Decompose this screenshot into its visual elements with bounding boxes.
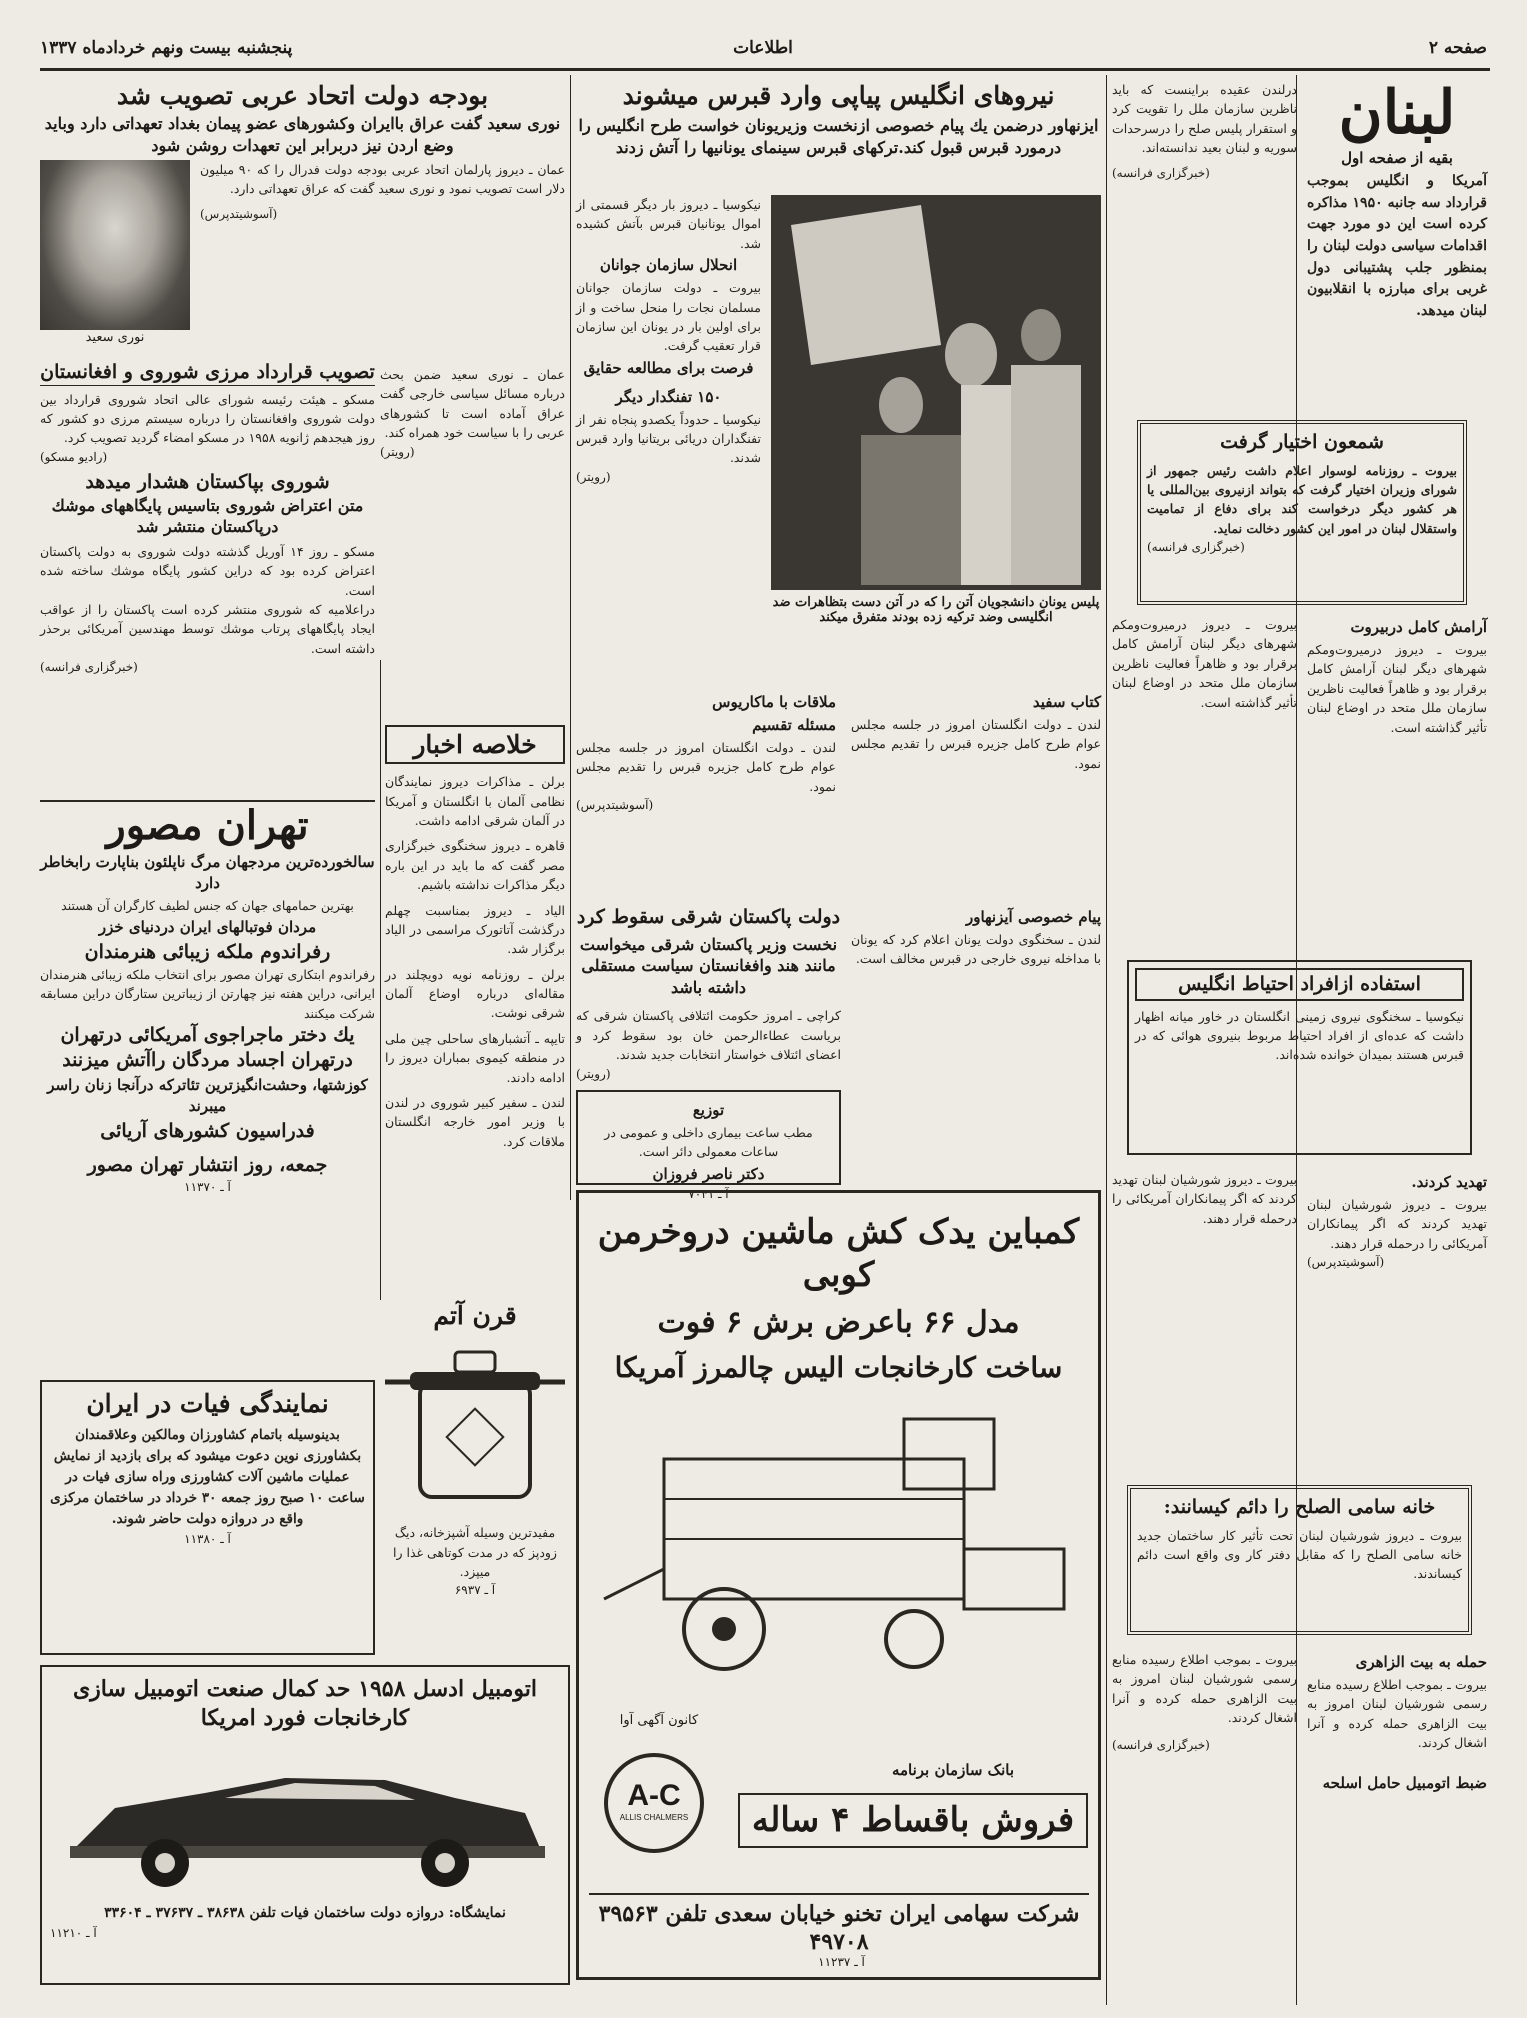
box-text: بیروت ـ روزنامه لوسوار اعلام داشت رئیس جمهور از شورای وزیران اختیار گرفت که بتواند ازنیروی بین‌المللی یا هر کشور دیگر درخواست کند برای دفاع از تمامیت واستقلال لبنان در امور این کشور دخالت نماید. <box>1147 462 1457 536</box>
paragraph: مسکو ـ هیئت رئیسه شورای عالی اتحاد شوروی قرارداد بین دولت شوروی وافغانستان را درباره سیستم مرزی دو کشور که روز هیجدهم ژانویه ۱۹۵۸ در مسکو امضاء گردید تصویب کرد. <box>40 391 375 446</box>
afghan-story: تصویب قرارداد مرزی شوروی و افغانستان مسکو ـ هیئت رئیسه شورای عالی اتحاد شوروی قرارداد بین دولت شوروی وافغانستان را درباره سیستم مرزی دو کشور که روز هیجدهم ژانویه ۱۹۵۸ در مسکو امضاء گردید تصویب کرد. (رادیو مسکو) <box>40 361 375 464</box>
ad-headline: کارخانجات فورد امریکا <box>200 1704 410 1731</box>
box-reserves <box>1127 960 1472 1155</box>
photo-caption: نوری سعید <box>85 330 145 345</box>
tozi-box: توزیع مطب ساعت بیماری داخلی و عمومی در ساعات معمولی دائر است. دکتر ناصر فروزان آ ـ ۷۰۴۱ <box>576 1090 841 1185</box>
ad-title: تهران مصور <box>106 802 309 849</box>
ad-fiat: نمایندگی فیات در ایران بدینوسیله باتمام کشاورزان ومالکین وعلاقمندان بکشاورزی نوین دعوت میشود که برای بازدید از نمایش عملیات ماشین آلات کشاورزی وراه سازی فیات در ساعت ۱۰ صبح روز جمعه ۳۰ خرداد در ساختمان مرکزی واقع در دروازه دولت حاضر شوند. آ ـ ۱۱۳۸۰ <box>40 1380 375 1655</box>
soviet-subheadline: متن اعتراض شوروی بتاسیس پایگاههای موشك درپاکستان منتشر شد <box>51 495 364 537</box>
sub-heading: حمله به بیت الزاهرى <box>1355 1653 1487 1671</box>
continued-label: بقیه از صفحه اول <box>1341 149 1453 167</box>
installment-offer: فروش باقساط ۴ ساله <box>738 1793 1088 1848</box>
ad-ford: اتومبیل ادسل ۱۹۵۸ حد کمال صنعت اتومبیل سازی کارخانجات فورد امریکا نمایشگاه: دروازه دولت ساختمان فیات تلفن ۳۸۶۳۸ ـ ۳۷۶۳۷ ـ ۳۳۶۰۴ آ ـ ۱۱۲۱۰ <box>40 1665 570 1985</box>
sub-heading: ۱۵۰ تفنگدار دیگر <box>615 387 722 406</box>
summary-item: برلن ـ مذاکرات دیروز نمایندگان نظامی آلمان با انگلستان و آمریکا در آلمان شرقی ادامه داشت. <box>385 774 565 828</box>
summary-title: خلاصه اخبار <box>385 725 565 764</box>
sub-heading: پیام خصوصی آیزنهاور <box>965 908 1101 926</box>
soviet-story: شوروی بپاکستان هشدار میدهد متن اعتراض شوروی بتاسیس پایگاههای موشك درپاکستان منتشر شد مسکو ـ روز ۱۴ آوریل گذشته دولت شوروی به دولت پاکستان اعتراض کرده بود که دراین کشور پایگاه موشك ساخته شده است. دراعلامیه که شوروی منتشر کرده است پاکستان را از عواقب ایجاد پایگاههای پرتاب موشك توسط مهندسین آمریکائی برحذر داشته است. (خبرگزاری فرانسه) <box>40 471 375 675</box>
sub-heading: مسئله تقسیم <box>752 716 836 734</box>
paragraph: بیروت ـ بموجب اطلاع رسیده منابع رسمی شورشیان لبنان امروز به بیت الزاهری حمله کرده و آنرا اشغال کردند. <box>1112 1652 1297 1726</box>
paragraph: دراعلامیه که شوروی منتشر کرده است پاکستان را از عواقب ایجاد پایگاههای پرتاب موشك توسط مهندسین آمریکائی برحذر داشته است. <box>40 602 375 656</box>
box-chamoun: شمعون اختیار گرفت بیروت ـ روزنامه لوسوار اعلام داشت رئیس جمهور از شورای وزیران اختیار گرفت که بتواند ازنیروی بین‌المللی یا هر کشور دیگر درخواست کند برای دفاع از تمامیت واستقلال لبنان در امور این کشور دخالت نماید. (خبرگزاری فرانسه) <box>1137 420 1467 605</box>
combine-harvester-image <box>604 1399 1074 1699</box>
iraq-headline: بودجه دولت اتحاد عربی تصویب شد <box>116 81 489 110</box>
nuri-said-photo <box>40 160 190 330</box>
sub-heading: کتاب سفید <box>1032 693 1101 711</box>
paragraph: مسکو ـ روز ۱۴ آوریل گذشته دولت شوروی به دولت پاکستان اعتراض کرده بود که دراین کشور پایگاه موشك ساخته شده است. <box>40 543 375 598</box>
cyprus-photo-caption: پلیس یونان دانشجویان آتن را که در آتن دست بتظاهرات ضد انگلیسی وضد ترکیه زده بودند متفرق میکند <box>772 595 1100 625</box>
sub-heading: فرصت برای مطالعه حقایق <box>583 358 754 377</box>
bank-line: بانک سازمان برنامه <box>891 1761 1015 1779</box>
column-rule <box>1106 75 1107 2005</box>
sub-heading: ملاقات با ماکاریوس <box>712 693 836 711</box>
page-label: صفحه ۲ <box>1428 38 1487 58</box>
ad-combine: کمباین یدک کش ماشین دروخرمن کوبی مدل ۶۶ باعرض برش ۶ فوت ساخت کارخانجات الیس چالمرز آمریکا کانون آگهی آوا A-C ALLIS CHALMERS بانک سازمان برنامه فروش باقساط ۴ ساله شرکت سهامی ایران تخنو خیابان سعدی تلفن ۳۹۵۶۳ ۴۹۷۰۸ آ ـ ۱۱۲۳۷ <box>576 1190 1101 1980</box>
paragraph: لندن ـ سخنگوی دولت یونان اعلام کرد که یونان با مداخله نیروی خارجی در قبرس مخالف است. <box>851 932 1101 967</box>
soviet-headline: شوروی بپاکستان هشدار میدهد <box>85 471 330 493</box>
demonstration-image <box>771 195 1101 590</box>
summary-item: تایپه ـ آتشبارهای ساحلی چین ملی در منطقه کیموی بمباران دیروز را ادامه دادند. <box>385 1030 565 1085</box>
cyprus-headline: نیروهای انگلیس پیاپی وارد قبرس میشوند <box>622 81 1055 110</box>
summary-item: برلن ـ روزنامه نویه دویچلند در مقاله‌ای درباره اوضاع آلمان شرقی نوشت. <box>385 966 565 1021</box>
paragraph: لندن ـ دولت انگلستان امروز در جلسه مجلس عوام طرح کامل جزیره قبرس را تقدیم مجلس نمود. <box>576 740 836 794</box>
ad-qarn-atom: قرن آتم مفیدترین وسیله آشپزخانه، دیگ زودپز که در مدت کوتاهی غذا را میپزد. آ ـ ۶۹۳۷ <box>385 1300 565 1660</box>
box-text: نیکوسیا ـ سخنگوی نیروی زمینی انگلستان در خاور میانه اظهار داشت که عده‌ای از افراد احتیاط مربوط بنیروی هوائی که در قبرس هستند بمیدان خوانده شده‌اند. <box>1135 1008 1464 1063</box>
pakistan-headline: دولت پاکستان شرقی سقوط کرد <box>576 906 841 928</box>
paragraph: بیروت ـ دیروز درمیروت‌ومکم شهرهای دیگر لبنان آرامش کامل برقرار بود و ظاهراً فعالیت ناظرین سازمان ملل متحد در اوضاع لبنان تأثیر گذاشته است. <box>1307 642 1487 735</box>
ad-title: کمباین یدک کش ماشین دروخرمن کوبی <box>597 1212 1080 1295</box>
cyprus-continuation: کتاب سفید لندن ـ دولت انگلستان امروز در جلسه مجلس عوام طرح کامل جزیره قبرس را تقدیم مجلس نمود. ملاقات با ماکاریوس مسئله تقسیم لندن ـ دولت انگلستان امروز در جلسه مجلس عوام طرح کامل جزیره قبرس را تقدیم مجلس نمود. (آسوشیتدپرس) <box>576 693 1101 813</box>
date-line: پنجشنبه بیست ونهم خردادماه ۱۳۳۷ <box>40 38 293 58</box>
sub-heading: آرامش کامل دربیروت <box>1350 618 1487 636</box>
box-title: شمعون اختیار گرفت <box>1220 431 1384 453</box>
lebanon-column: لبنان بقیه از صفحه اول آمریکا و انگلیس بموجب قرارداد سه جانبه ۱۹۵۰ مذاکره کرده است این دو مورد جهت اقدامات سیاسی دولت لبنان را بمنظور جلب پشتیبانی دول غربی برای مبارزه با انقلابیون لبنان میدهد. درلندن عقیده براینست که باید ناظرین سازمان ملل را تقویت کرد و استقرار پلیس صلح را درسرحدات سوریه و لبنان بعید ندانسته‌اند. (خبرگزاری فرانسه) شمعون اختیار گرفت بیروت ـ روزنامه لوسوار اعلام داشت رئیس جمهور از شورای وزیران اختیار گرفت که بتواند ازنیروی بین‌المللی یا هر کشور دیگر درخواست کند برای دفاع از تمامیت واستقلال لبنان در امور این کشور دخالت نماید. (خبرگزاری فرانسه) آرامش کامل دربیروت بیروت ـ دیروز درمیروت‌ومکم شهرهای دیگر لبنان آرامش کامل برقرار بود و ظاهراً فعالیت ناظرین سازمان ملل متحد در اوضاع لبنان تأثیر گذاشته است. بیروت ـ دیروز درمیروت‌ومکم شهرهای دیگر لبنان آرامش کامل برقرار بود و ظاهراً فعالیت ناظرین سازمان ملل متحد در اوضاع لبنان تأثیر گذاشته است. استفاده ازافراد احتیاط انگلیس نیکوسیا ـ سخنگوی نیروی زمینی انگلستان در خاور میانه اظهار داشت که عده‌ای از افراد احتیاط مربوط بنیروی هوائی که در قبرس هستند بمیدان خوانده شده‌اند. تهدید کردند. بیروت ـ دیروز شورشیان لبنان تهدید کردند که اگر پیمانکاران آمریکائی را درحمله قرار دهند. (آسوشیتدپرس) بیروت ـ دیروز شورشیان لبنان تهدید کردند که اگر پیمانکاران آمریکائی را درحمله قرار دهند. خانه سامی الصلح را دائم کیسانند: بیروت ـ دیروز شورشیان لبنان تحت تأثیر کار ساختمان جدید خانه سامی الصلح را که مقابل دفتر کار وی واقع است دائم کیساندند. حمله به بیت الزاهرى بیروت ـ بموجب اطلاع رسیده منابع رسمی شورشیان لبنان امروز به بیت الزاهری حمله کرده و آنرا اشغال کردند. ضبط اتومبیل حامل اسلحه بیروت ـ بموجب اطلاع رسیده منابع رسمی شورشیان لبنان امروز به بیت الزاهری حمله کرده و آنرا اشغال کردند. (خبرگزاری فرانسه) <box>1112 78 1487 1792</box>
box-sami-solh <box>1127 1485 1472 1635</box>
masthead-rule <box>40 68 1490 71</box>
cyprus-subheadline: ایزنهاور درضمن یك پیام خصوصی ازنخست وزیریونان خواست طرح انگلیس را درمورد قبرس قبول کند.ترکهای قبرس سینمای یونانیها را آتش زدند <box>578 116 1099 157</box>
car-image <box>55 1738 555 1898</box>
paragraph: بیروت ـ دیروز شورشیان لبنان تهدید کردند که اگر پیمانکاران آمریکائی را درحمله قرار دهند. <box>1307 1197 1487 1251</box>
lead-paragraph: آمریکا و انگلیس بموجب قرارداد سه جانبه ۱۹۵۰ مذاکره کرده است این دو مورد جهت اقدامات سیاسی دولت لبنان را بمنظور جلب پشتیبانی دول غربی برای مبارزه با انقلابیون لبنان میدهد. <box>1307 173 1487 320</box>
summary-item: لندن ـ سفیر کبیر شوروی در لندن با وزیر امور خارجه انگلستان ملاقات کرد. <box>385 1094 565 1149</box>
pressure-cooker-image <box>385 1337 565 1517</box>
box-title: خانه سامی الصلح را دائم کیسانند: <box>1163 1496 1436 1518</box>
cyprus-photo <box>771 195 1101 590</box>
paragraph: نیکوسیا ـ حدوداً یکصدو پنجاه نفر از تفنگداران دریائی بریتانیا وارد قبرس شدند. <box>576 411 761 466</box>
iraq-subheadline: نوری سعید گفت عراق باایران وکشورهای عضو پیمان بغداد تعهداتی دارد وباید وضع اردن نیز دربرابر این تعهدات روشن شود <box>44 114 561 155</box>
paper-name: اطلاعات <box>733 38 793 58</box>
paragraph: عمان ـ نوری سعید ضمن بحث درباره مسائل سیاسی خارجی گفت عراق آماده است تا کشورهای عربی را با سیاست خود همراه کند. <box>380 367 565 441</box>
pakistan-subheadline: نخست وزیر پاکستان شرقی میخواست مانند هند وافغانستان سیاست مستقلی داشته باشد <box>579 934 838 997</box>
paragraph: بیروت ـ دولت سازمان جوانان مسلمان نجات را منحل ساخت و از برای اولین بار در یونان این سازمان قرار تعقیب گرفت. <box>576 280 761 354</box>
paragraph: لندن ـ دولت انگلستان امروز در جلسه مجلس عوام طرح کامل جزیره قبرس را تقدیم مجلس نمود. <box>851 717 1101 771</box>
paragraph: بیروت ـ بموجب اطلاع رسیده منابع رسمی شورشیان لبنان امروز به بیت الزاهری حمله کرده و آنرا اشغال کردند. <box>1307 1677 1487 1751</box>
box-text: بیروت ـ دیروز شورشیان لبنان تحت تأثیر کار ساختمان جدید خانه سامی الصلح را که مقابل دفتر کار وی واقع است دائم کیساندند. <box>1137 1527 1462 1582</box>
lebanon-logo: لبنان <box>1338 78 1456 148</box>
column-rule <box>570 75 571 1200</box>
ad-tehran-mosavar: تهران مصور سالخورده‌ترین مردجهان مرگ ناپلئون بناپارت رابخاطر دارد بهترین حمامهای جهان که جنس لطیف کارگران آن هستند مردان فوتبالهای ایران دردنیای خزر رفراندوم ملکه زیبائی هنرمندان رفراندوم ابتکاری تهران مصور برای انتخاب ملکه زیبائی هنرمندان ایرانی، دراین هفته نیز چهارتن از زیباترین ستارگان دراین مسابقه شرکت میکنند یك دختر ماجراجوی آمریکائی درتهران درتهران اجساد مردگان راآتش میزنند کوزشتها، وحشت‌انگیزترین تئاترکه درآنجا زنان راسر میبرند فدراسیون کشورهای آریائی جمعه، روز انتشار تهران مصور آ ـ ۱۱۳۷۰ <box>40 800 375 1355</box>
iraq-story: بودجه دولت اتحاد عربی تصویب شد نوری سعید گفت عراق باایران وکشورهای عضو پیمان بغداد تعهداتی دارد وباید وضع اردن نیز دربرابر این تعهدات روشن شود نوری سعید عمان ـ دیروز پارلمان اتحاد عربی بودجه دولت فدرال را که ۹۰ میلیون دلار است تصویب نمود و نوری سعید گفت که عراق تعهداتی دارد. (آسوشیتدپرس) <box>40 80 565 360</box>
afghan-headline: تصویب قرارداد مرزی شوروی و افغانستان <box>40 360 375 386</box>
company-line: شرکت سهامی ایران تخنو خیابان سعدی تلفن ۳۹۵۶۳ ۴۹۷۰۸ <box>589 1893 1089 1956</box>
ad-subtitle: مدل ۶۶ باعرض برش ۶ فوت <box>657 1305 1020 1340</box>
column-rule <box>380 660 381 1300</box>
ad-title: نمایندگی فیات در ایران <box>86 1389 329 1418</box>
sub-heading: ضبط اتومبیل حامل اسلحه <box>1322 1773 1487 1792</box>
ad-maker: ساخت کارخانجات الیس چالمرز آمریکا <box>614 1350 1063 1384</box>
paragraph: بیروت ـ دیروز شورشیان لبنان تهدید کردند که اگر پیمانکاران آمریکائی را درحمله قرار دهند. <box>1112 1172 1297 1226</box>
allis-chalmers-logo: A-C ALLIS CHALMERS <box>604 1753 704 1853</box>
ad-title: قرن آتم <box>433 1301 517 1330</box>
summary-item: قاهره ـ دیروز سخنگوی خبرگزاری مصر گفت که ما باید در این باره دیگر مذاکرات نداشته باشیم. <box>385 838 565 893</box>
sub-heading: انحلال سازمان جوانان <box>599 256 738 275</box>
paragraph: نیکوسیا ـ دیروز بار دیگر قسمتی از اموال یونانیان قبرس بآتش کشیده شد. <box>576 197 761 251</box>
news-summary <box>385 725 565 1285</box>
sub-heading: تهدید کردند. <box>1411 1173 1487 1191</box>
ad-headline: اتومبیل ادسل ۱۹۵۸ حد کمال صنعت اتومبیل سازی <box>72 1676 538 1702</box>
paragraph: عمان ـ دیروز پارلمان اتحاد عربی بودجه دولت فدرال را که ۹۰ میلیون دلار است تصویب نمود و نوری سعید گفت که عراق تعهداتی دارد. <box>200 162 565 197</box>
side-paragraph: درلندن عقیده براینست که باید ناظرین سازمان ملل را تقویت کرد و استقرار پلیس صلح را درسرحدات سوریه و لبنان بعید ندانسته‌اند. (خبرگزاری فرانسه) <box>1112 82 1297 180</box>
summary-item: الیاد ـ دیروز بمناسبت چهلم درگذشت آتاتورک مراسمی در الیاد برگزار شد. <box>385 902 565 957</box>
box-title: استفاده ازافراد احتیاط انگلیس <box>1135 968 1464 1001</box>
cyprus-story: نیروهای انگلیس پیاپی وارد قبرس میشوند ایزنهاور درضمن یك پیام خصوصی ازنخست وزیریونان خواست طرح انگلیس را درمورد قبرس قبول کند.ترکهای قبرس سینمای یونانیها را آتش زدند پلیس یونان دانشجویان آتن را که در آتن دست بتظاهرات ضد انگلیسی وضد ترکیه زده بودند متفرق میکند نیکوسیا ـ دیروز بار دیگر قسمتی از اموال یونانیان قبرس بآتش کشیده شد. انحلال سازمان جوانان بیروت ـ دولت سازمان جوانان مسلمان نجات را منحل ساخت و از برای اولین بار در یونان این سازمان قرار تعقیب گرفت. فرصت برای مطالعه حقایق ۱۵۰ تفنگدار دیگر نیکوسیا ـ حدوداً یکصدو پنجاه نفر از تفنگداران دریائی بریتانیا وارد قبرس شدند. (رویتر) <box>576 80 1101 680</box>
newspaper-page: صفحه ۲ اطلاعات پنجشنبه بیست ونهم خردادماه ۱۳۳۷ لبنان بقیه از صفحه اول آمریکا و انگلیس بموجب قرارداد سه جانبه ۱۹۵۰ مذاکره کرده است این دو مورد جهت اقدامات سیاسی دولت لبنان را بمنظور جلب پشتیبانی دول غربی برای مبارزه با انقلابیون لبنان میدهد. درلندن عقیده براینست که باید ناظرین سازمان ملل را تقویت کرد و استقرار پلیس صلح را درسرحدات سوریه و لبنان بعید ندانسته‌اند. (خبرگزاری فرانسه) شمعون اختیار گرفت بیروت ـ روزنامه لوسوار اعلام داشت رئیس جمهور از شورای وزیران اختیار گرفت که بتواند ازنیروی بین‌المللی یا هر کشور دیگر درخواست کند برای دفاع از تمامیت واستقلال لبنان در امور این کشور دخالت نماید. (خبرگزاری فرانسه) آرامش کامل دربیروت بیروت ـ دیروز درمیروت‌ومکم شهرهای دیگر لبنان آرامش کامل برقرار بود و ظاهراً فعالیت ناظرین سازمان ملل متحد در اوضاع لبنان تأثیر گذاشته است. بیروت ـ دیروز درمیروت‌ومکم شهرهای دیگر لبنان آرامش کامل برقرار بود و ظاهراً فعالیت ناظرین سازمان ملل متحد در اوضاع لبنان تأثیر گذاشته است. استفاده ازافراد احتیاط انگلیس نیکوسیا ـ سخنگوی نیروی زمینی انگلستان در خاور میانه اظهار داشت که عده‌ای از افراد احتیاط مربوط بنیروی هوائی که در قبرس هستند بمیدان خوانده شده‌اند. تهدید کردند. بیروت ـ دیروز شورشیان لبنان تهدید کردند که اگر پیمانکاران آمریکائی را درحمله قرار دهند. (آسوشیتدپرس) بیروت ـ دیروز شورشیان لبنان تهدید کردند که اگر پیمانکاران آمریکائی را درحمله قرار دهند. خانه سامی الصلح را دائم کیسانند: بیروت ـ دیروز شورشیان لبنان تحت تأثیر کار ساختمان جدید خانه سامی الصلح را که مقابل دفتر کار وی واقع است دائم کیساندند. حمله به بیت الزاهرى بیروت ـ بموجب اطلاع رسیده منابع رسمی شورشیان لبنان امروز به بیت الزاهری حمله کرده و آنرا اشغال کردند. ضبط اتومبیل حامل اسلحه بیروت ـ بموجب اطلاع رسیده منابع رسمی شورشیان لبنان امروز به بیت الزاهری حمله کرده و آنرا اشغال کردند. (خبرگزاری فرانسه) نیروهای انگلیس پیاپی وارد قبرس میشوند ایزنهاور درضمن یك پیام خصوصی ازنخست وزیریونان خواست طرح انگلیس را درمورد قبرس قبول کند.ترکهای قبرس سینمای یونانیها را آتش زدند پلیس یونان دانشجویان آتن را که در آتن دست بتظاهرات ضد انگلیسی وضد ترکیه زده بودند متفرق میکند نیکوسیا ـ دیروز بار دیگر قسمتی از اموال یونانیان قبرس بآتش کشیده شد. انحلال سازمان جوانان بیروت ـ دولت سازمان جوانان مسلمان نجات را منحل ساخت و از برای اولین بار در یونان این سازمان قرار تعقیب گرفت. فرصت برای مطالعه حقایق ۱۵۰ تفنگدار دیگر نیکوسیا ـ حدوداً یکصدو پنجاه نفر از تفنگداران دریائی بریتانیا وارد قبرس شدند. (رویتر) کتاب سفید لندن ـ دولت انگلستان امروز در جلسه مجلس عوام طرح کامل جزیره قبرس را تقدیم مجلس نمود. ملاقات با ماکاریوس مسئله تقسیم لندن ـ دولت انگلستان امروز در جلسه مجلس عوام طرح کامل جزیره قبرس را تقدیم مجلس نمود. (آسوشیتدپرس) دولت پاکستان شرقی سقوط کرد نخست وزیر پاکستان شرقی میخواست مانند هند وافغانستان سیاست مستقلی داشته باشد کراچی ـ امروز حکومت ائتلافی پاکستان شرقی که بریاست عطاءالرحمن خان بود سقوط کرد و اعضای ائتلاف خواستار انتخابات جدید شدند. (رویتر) پیام خصوصی آیزنهاور لندن ـ سخنگوی دولت یونان اعلام کرد که یونان با مداخله نیروی خارجی در قبرس مخالف است. توزیع مطب ساعت بیماری داخلی و عمومی در ساعات معمولی دائر است. دکتر ناصر فروزان آ ـ ۷۰۴۱ بودجه دولت اتحاد عربی تصویب شد نوری سعید گفت عراق باایران وکشورهای عضو پیمان بغداد تعهداتی دارد وباید وضع اردن نیز دربرابر این تعهدات روشن شود نوری سعید عمان ـ دیروز پارلمان اتحاد عربی بودجه دولت فدرال را که ۹۰ میلیون دلار است تصویب نمود و نوری سعید گفت که عراق تعهداتی دارد. (آسوشیتدپرس) عمان ـ نوری سعید ضمن بحث درباره مسائل سیاسی خارجی گفت عراق آماده است تا کشورهای عربی را با سیاست خود همراه کند. (رویتر) تصویب قرارداد مرزی شوروی و افغانستان مسکو ـ هیئت رئیسه شورای عالی اتحاد شوروی قرارداد بین دولت شوروی وافغانستان را درباره سیستم مرزی دو کشور که روز هیجدهم ژانویه ۱۹۵۸ در مسکو امضاء گردید تصویب کرد. (رادیو مسکو) شوروی بپاکستان هشدار میدهد متن اعتراض شوروی بتاسیس پایگاههای موشك درپاکستان منتشر شد مسکو ـ روز ۱۴ آوریل گذشته دولت شوروی به دولت پاکستان اعتراض کرده بود که دراین کشور پایگاه موشك ساخته شده است. دراعلامیه که شوروی منتشر کرده است پاکستان را از عواقب ایجاد پایگاههای پرتاب موشك توسط مهندسین آمریکائی برحذر داشته است. (خبرگزاری فرانسه) خلاصه اخبار برلن ـ مذاکرات دیروز نمایندگان نظامی آلمان با انگلستان و آمریکا در آلمان شرقی ادامه داشت. قاهره ـ دیروز سخنگوی خبرگزاری مصر گفت که ما باید در این باره دیگر مذاکرات نداشته باشیم. الیاد ـ دیروز بمناسبت چهلم درگذشت آتاتورک مراسمی در الیاد برگزار شد. برلن ـ روزنامه نویه دویچلند در مقاله‌ای درباره اوضاع آلمان شرقی نوشت. تایپه ـ آتشبارهای ساحلی چین ملی در منطقه کیموی بمباران دیروز را ادامه دادند. لندن ـ سفیر کبیر شوروی در لندن با وزیر امور خارجه انگلستان ملاقات کرد. تهران مصور سالخورده‌ترین مردجهان مرگ ناپلئون بناپارت رابخاطر دارد بهترین حمامهای جهان که جنس لطیف کارگران آن هستند مردان فوتبالهای ایران دردنیای خزر رفراندوم ملکه زیبائی هنرمندان رفراندوم ابتکاری تهران مصور برای انتخاب ملکه زیبائی هنرمندان ایرانی، دراین هفته نیز چهارتن از زیباترین ستارگان دراین مسابقه شرکت میکنند یك دختر ماجراجوی آمریکائی درتهران درتهران اجساد مردگان راآتش میزنند کوزشتها، وحشت‌انگیزترین تئاترکه درآنجا زنان راسر میبرند فدراسیون کشورهای آریائی جمعه، روز انتشار تهران مصور آ ـ ۱۱۳۷۰ نمایندگی فیات در ایران بدینوسیله باتمام کشاورزان ومالکین وعلاقمندان بکشاورزی نوین دعوت میشود که برای بازدید از نمایش عملیات ماشین آلات کشاورزی وراه سازی فیات در ساعت ۱۰ صبح روز جمعه ۳۰ خرداد در ساختمان مرکزی واقع در دروازه دولت حاضر شوند. آ ـ ۱۱۳۸۰ قرن آتم مفیدترین وسیله آشپزخانه، دیگ زودپز که در مدت کوتاهی غذا را میپزد. آ ـ ۶۹۳۷ اتومبیل ادسل ۱۹۵۸ حد کمال صنعت اتومبیل سازی کارخانجات فورد امریکا نمایشگاه: دروازه دولت ساختمان فیات تلفن ۳۸۶۳۸ ـ ۳۷۶۳۷ ـ ۳۳۶۰۴ آ ـ ۱۱۲۱۰ کمباین یدک کش ماشین دروخرمن کوبی مدل ۶۶ باعرض برش ۶ فوت ساخت کارخانجات الیس چالمرز آمریکا کانون آگهی آوا A-C ALLIS CHALMERS بانک سازمان برنامه فروش باقساط ۴ ساله شرکت سهامی ایران تخنو خیابان سعدی تلفن ۳۹۵۶۳ ۴۹۷۰۸ آ ـ ۱۱۲۳۷ <box>0 0 1527 2018</box>
pakistan-story: دولت پاکستان شرقی سقوط کرد نخست وزیر پاکستان شرقی میخواست مانند هند وافغانستان سیاست مستقلی داشته باشد کراچی ـ امروز حکومت ائتلافی پاکستان شرقی که بریاست عطاءالرحمن خان بود سقوط کرد و اعضای ائتلاف خواستار انتخابات جدید شدند. (رویتر) پیام خصوصی آیزنهاور لندن ـ سخنگوی دولت یونان اعلام کرد که یونان با مداخله نیروی خارجی در قبرس مخالف است. توزیع مطب ساعت بیماری داخلی و عمومی در ساعات معمولی دائر است. دکتر ناصر فروزان آ ـ ۷۰۴۱ <box>576 906 1101 1201</box>
paragraph: کراچی ـ امروز حکومت ائتلافی پاکستان شرقی که بریاست عطاءالرحمن خان بود سقوط کرد و اعضای ائتلاف خواستار انتخابات جدید شدند. <box>576 1008 841 1063</box>
paragraph: بیروت ـ دیروز درمیروت‌ومکم شهرهای دیگر لبنان آرامش کامل برقرار بود و ظاهراً فعالیت ناظرین سازمان ملل متحد در اوضاع لبنان تأثیر گذاشته است. <box>1112 617 1297 710</box>
agency-caption: کانون آگهی آوا <box>619 1713 699 1728</box>
